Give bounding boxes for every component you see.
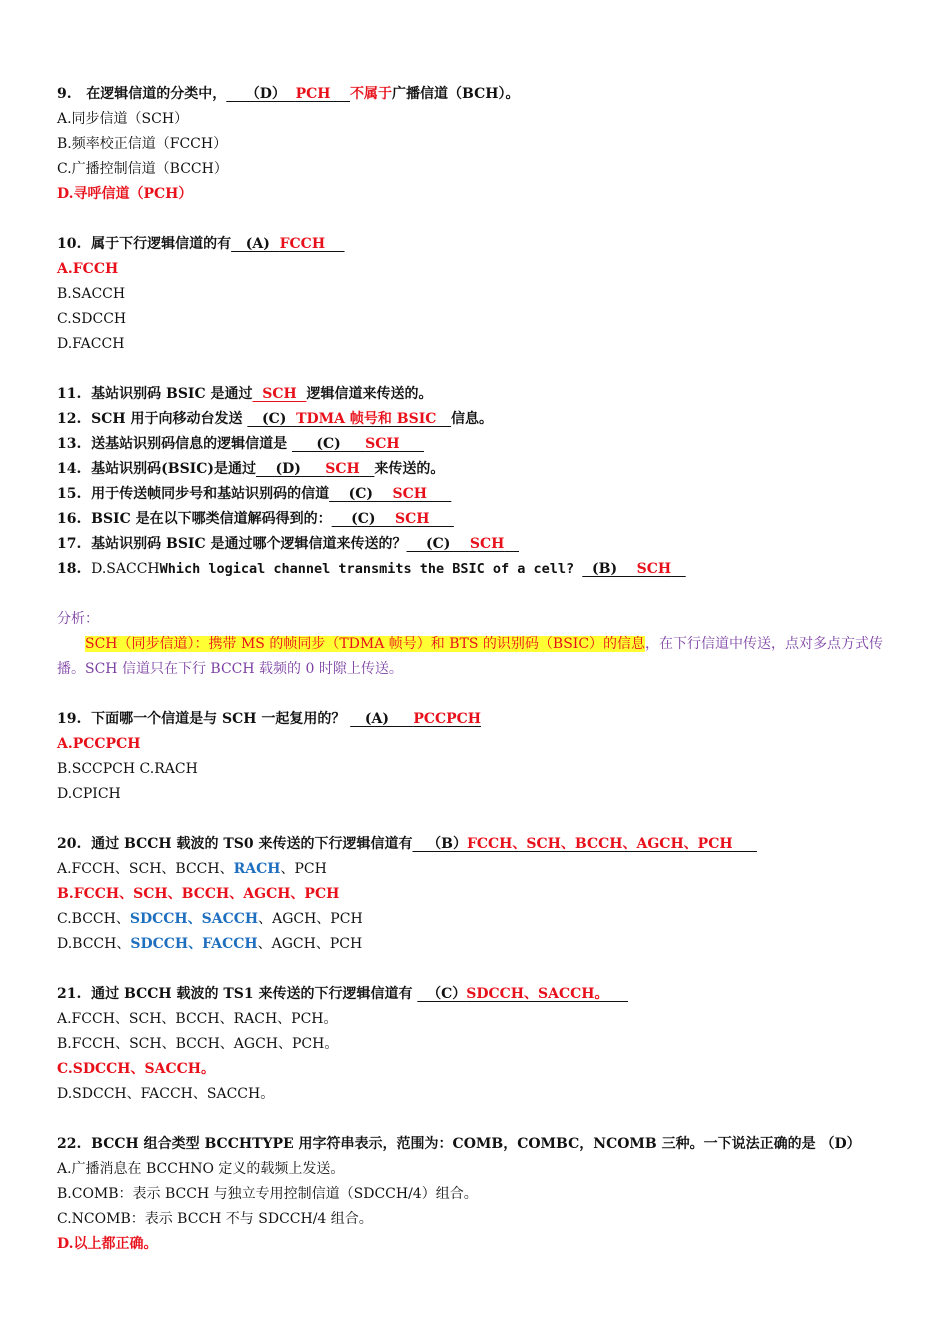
option-c: C.BCCH、SDCCH、SACCH、AGCH、PCH [57, 911, 363, 927]
option-b: B.FCCH、SCH、BCCH、AGCH、PCH。 [57, 1036, 339, 1052]
option-d: D.FACCH [57, 336, 125, 352]
emphasis-text: 不属于 [350, 86, 393, 102]
question-16: 16. BSIC 是在以下哪类信道解码得到的： (C) SCH [57, 507, 907, 532]
question-11: 11. 基站识别码 BSIC 是通过 SCH 逻辑信道来传送的。 [57, 386, 433, 402]
answer-blank: (C) SCH [406, 536, 505, 552]
answer-blank: （C）SDCCH、SACCH。 [417, 986, 609, 1002]
answer-blank: (C) SCH [291, 436, 400, 452]
option-a: A.同步信道（SCH） [57, 111, 189, 127]
answer-blank: (D) SCH [256, 461, 360, 477]
answer-blank: （B）FCCH、SCH、BCCH、AGCH、PCH [412, 836, 733, 852]
answer-blank: (B) SCH [582, 561, 672, 577]
option-b-correct: B.FCCH、SCH、BCCH、AGCH、PCH [57, 886, 340, 902]
question-9 [57, 82, 907, 107]
option-c: C.SDCCH [57, 311, 127, 327]
option-b-c: B.SCCPCH C.RACH [57, 761, 198, 777]
option-a: A.广播消息在 BCCHNO 定义的载频上发送。 [57, 1161, 345, 1177]
analysis-label: 分析： [57, 611, 99, 627]
option-c: C.NCOMB：表示 BCCH 不与 SDCCH/4 组合。 [57, 1211, 373, 1227]
answer-blank: (C) TDMA 帧号和 BSIC [247, 411, 437, 427]
question-18: 18. D.SACCHWhich logical channel transmits the BSIC of a cell? (B) SCH [57, 557, 907, 582]
option-b: B.SACCH [57, 286, 126, 302]
option-a: A.FCCH、SCH、BCCH、RACH、PCH [57, 861, 327, 877]
option-c: C.广播控制信道（BCCH） [57, 161, 228, 177]
question-text: 在逻辑信道的分类中， [86, 86, 227, 102]
document-page [57, 82, 907, 1257]
answer-blank: (C) SCH [331, 511, 430, 527]
question-15: 15. 用于传送帧同步号和基站识别码的信道 (C) SCH [57, 482, 907, 507]
option-b: B.频率校正信道（FCCH） [57, 136, 228, 152]
question-17: 17. 基站识别码 BSIC 是通过哪个逻辑信道来传送的？ (C) SCH [57, 532, 907, 557]
answer-blank: SCH [252, 386, 307, 402]
question-text: 属于下行逻辑信道的有 [91, 236, 232, 252]
answer-blank: （D） PCH [226, 86, 331, 102]
question-10 [57, 232, 907, 257]
analysis-paragraph [57, 632, 907, 682]
answer-blank: (A) PCCPCH [350, 711, 482, 727]
analysis-highlight: SCH（同步信道）：携带 MS 的帧同步（TDMA 帧号）和 BTS 的识别码（BSIC）的信息 [85, 636, 646, 652]
question-text-tail: 广播信道（BCH）。 [392, 86, 520, 102]
question-12: 12. SCH 用于向移动台发送 (C) TDMA 帧号和 BSIC 信息。 [57, 411, 494, 427]
question-number: 9. [57, 86, 72, 102]
option-b: B.COMB：表示 BCCH 与独立专用控制信道（SDCCH/4）组合。 [57, 1186, 478, 1202]
option-a: A.FCCH、SCH、BCCH、RACH、PCH。 [57, 1011, 338, 1027]
option-a-correct: A.PCCPCH [57, 736, 141, 752]
answer-blank: (A) FCCH [231, 236, 326, 252]
option-d-correct: D.寻呼信道（PCH） [57, 186, 193, 202]
analysis-text: ，在下行信道中传送，点对多点方式传播。SCH 信道只在下行 BCCH 载频的 0 时隙上传送。 [57, 636, 884, 677]
question-13: 13. 送基站识别码信息的逻辑信道是 (C) SCH [57, 432, 907, 457]
question-14: 14. 基站识别码(BSIC)是通过 (D) SCH 来传送的。 [57, 461, 445, 477]
option-d-correct: D.以上都正确。 [57, 1236, 158, 1252]
option-d: D.BCCH、SDCCH、FACCH、AGCH、PCH [57, 936, 363, 952]
option-d: D.SDCCH、FACCH、SACCH。 [57, 1086, 275, 1102]
option-a-correct: A.FCCH [57, 261, 119, 277]
question-21: 21. 通过 BCCH 载波的 TS1 来传送的下行逻辑信道有 （C）SDCCH、SACCH。 [57, 982, 907, 1007]
option-c-correct: C.SDCCH、SACCH。 [57, 1061, 216, 1077]
question-19: 19. 下面哪一个信道是与 SCH 一起复用的？ (A) PCCPCH [57, 711, 482, 727]
question-20: 20. 通过 BCCH 载波的 TS0 来传送的下行逻辑信道有 （B）FCCH、SCH、BCCH、AGCH、PCH [57, 832, 907, 857]
question-number: 10. [57, 236, 82, 252]
question-22: 22. BCCH 组合类型 BCCHTYPE 用字符串表示，范围为：COMB，COMBC，NCOMB 三种。一下说法正确的是 （D） [57, 1136, 861, 1152]
option-d: D.CPICH [57, 786, 121, 802]
answer-blank: (C) SCH [329, 486, 427, 502]
